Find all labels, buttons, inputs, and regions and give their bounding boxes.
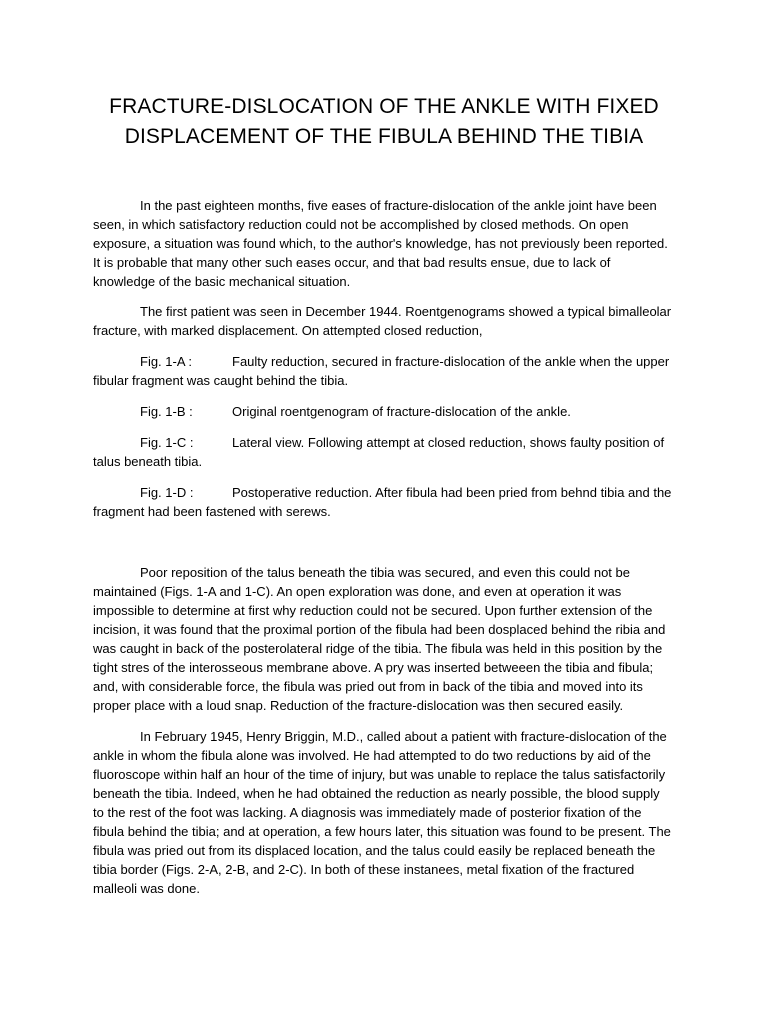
figure-label-1c: Fig. 1-C : [140, 435, 194, 450]
paragraph-3-block [93, 563, 673, 715]
paragraph-1: In the past eighteen months, five eases of fracture-dislocation of the ankle joint have been seen, in which satisfactory reduction could not be accomplished by closed methods. On open exposure, a situation was found which, to the author's knowledge, has not previously been reported. It is probable that many other such eases occur, and that bad results ensue, due to lack of knowledge of the basic mechanical situation. [93, 198, 668, 289]
figure-text-1a: Faulty reduction, secured in fracture-dislocation of the ankle when the upper fibular fragment was caught behind the tibia. [93, 354, 670, 388]
paragraph-3: Poor reposition of the talus beneath the tibia was secured, and even this could not be maintained (Figs. 1-A and 1-C). An open exploration was done, and even at operation it was impossible to determine at first why reduction could not be secured. Upon further extension of the incision, it was found that the proximal portion of the fibula had been dosplaced behind the ribia and was caught in back of the posterolateral ridge of the tibia. The fibula was held in this position by the tight stres of the interosseous membrane above. A pry was inserted betweeen the tibia and fibula; and, with considerable force, the fibula was pried out from in back of the tibia and moved into its proper place with a loud snap. Reduction of the fracture-dislocation was then secured easily. [93, 565, 666, 713]
document-title [60, 92, 708, 152]
figure-text-1b: Original roentgenogram of fracture-dislocation of the ankle. [232, 404, 571, 419]
figure-text-1d: Postoperative reduction. After fibula had been pried from behnd tibia and the fragment had been fastened with serews. [93, 485, 672, 519]
figure-caption-1c [93, 433, 673, 471]
figure-label-1b: Fig. 1-B : [140, 404, 193, 419]
figure-caption-1a [93, 352, 673, 390]
figure-caption-1d [93, 483, 673, 521]
paragraph-1-block [93, 196, 673, 291]
figure-label-1d: Fig. 1-D : [140, 485, 194, 500]
figure-text-1c: Lateral view. Following attempt at closed reduction, shows faulty position of talus beneath tibia. [93, 435, 665, 469]
figure-label-1a: Fig. 1-A : [140, 354, 193, 369]
paragraph-2-block [93, 302, 673, 340]
document-title-line-2: DISPLACEMENT OF THE FIBULA BEHIND THE TIBIA [124, 125, 644, 148]
paragraph-4: In February 1945, Henry Briggin, M.D., called about a patient with fracture-dislocation of the ankle in whom the fibula alone was involved. He had attempted to do two reductions by aid of the fluoroscope within half an hour of the time of injury, but was unable to replace the talus satisfactorily beneath the tibia. Indeed, when he had obtained the reduction as nearly possible, the blood supply to the rest of the foot was lacking. A diagnosis was immediately made of posterior fixation of the fibula behind the tibia; and at operation, a few hours later, this situation was found to be present. The fibula was pried out from its displaced location, and the talus could easily be replaced beneath the tibia border (Figs. 2-A, 2-B, and 2-C). In both of these instanees, metal fixation of the fractured malleoli was done. [93, 729, 671, 896]
document-title-line-1: FRACTURE-DISLOCATION OF THE ANKLE WITH FIXED [109, 95, 659, 118]
paragraph-2: The first patient was seen in December 1944. Roentgenograms showed a typical bimalleolar fracture, with marked displacement. On attempted closed reduction, [93, 304, 672, 338]
figure-caption-1b [93, 402, 673, 421]
paragraph-4-block [93, 727, 673, 898]
